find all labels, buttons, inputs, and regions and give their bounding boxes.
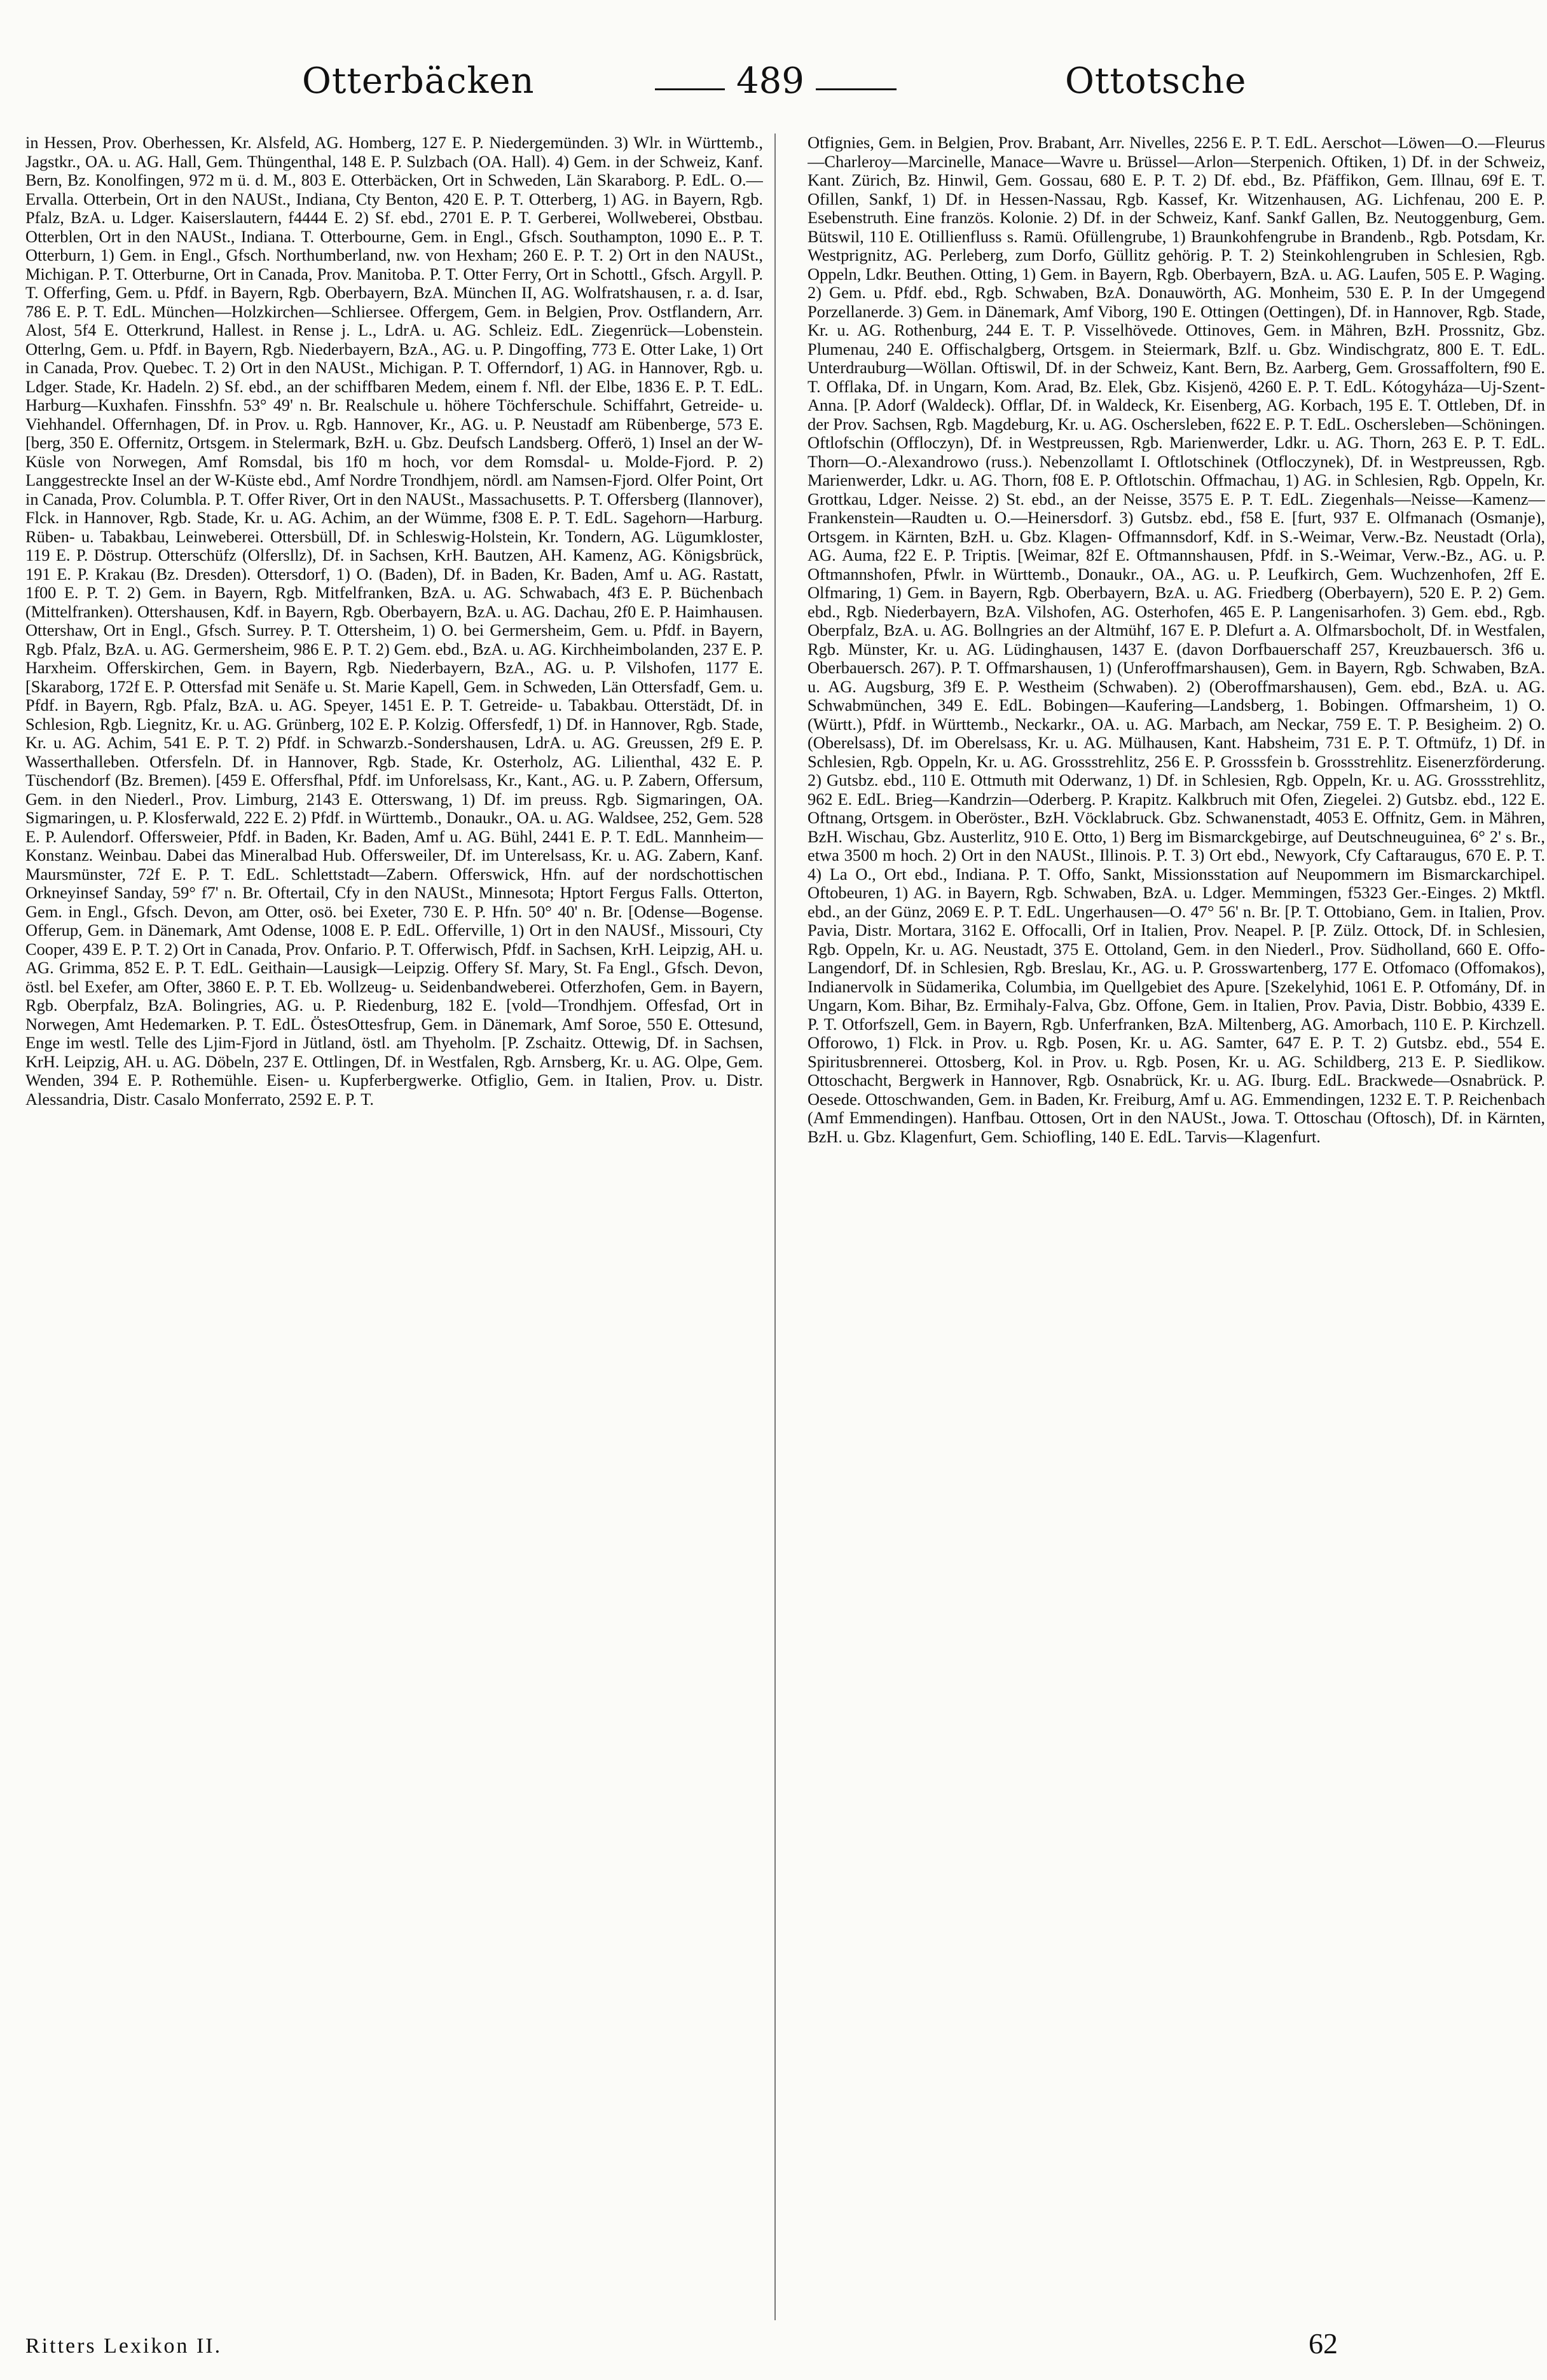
footer-source: Ritters Lexikon II. [25,2334,223,2358]
header-right-entry: Ottotsche [1065,60,1247,102]
page-header [0,60,1547,118]
left-column [25,133,763,2320]
left-column-text: in Hessen, Prov. Oberhessen, Kr. Alsfeld, AG. Homberg, 127 E. P. Niedergemünden. 3) Wlr. in Württemb., Jagstkr., OA. u. AG. Hall, Gem. Thüngenthal, 148 E. P. Sulzbach (OA. Hall). 4) Gem. in der Schweiz, Kanf. Bern, Bz. Konolfingen, 972 m ü. d. M., 803 E. Otterbäcken, Ort in Schweden, Län Skaraborg. P. EdL. O.—Ervalla. Otterbein, Ort in den NAUSt., Indiana, Cty Benton, 420 E. P. T. Otterberg, 1) AG. in Bayern, Rgb. Pfalz, BzA. u. Ldger. Kaiserslautern, f4444 E. 2) Sf. ebd., 2701 E. P. T. Gerberei, Wollweberei, Obstbau. Otterblen, Ort in den NAUSt., Indiana. T. Otterbourne, Gem. in Engl., Gfsch. Southampton, 1090 E.. P. T. Otterburn, 1) Gem. in Engl., Gfsch. Northumberland, nw. von Hexham; 260 E. P. T. 2) Ort in den NAUSt., Michigan. P. T. Otterburne, Ort in Canada, Prov. Manitoba. P. T. Otter Ferry, Ort in Schottl., Gfsch. Argyll. P. T. Offerfing, Gem. u. Pfdf. in Bayern, Rgb. Oberbayern, BzA. München II, AG. Wolfratshausen, r. a. d. Isar, 786 E. P. T. EdL. München—Holzkirchen—Schliersee. Offergem, Gem. in Belgien, Prov. Ostflandern, Arr. Alost, 5f4 E. Otterkrund, Hallest. in Rense j. L., LdrA. u. AG. Schleiz. EdL. Ziegenrück—Lobenstein. Otterlng, Gem. u. Pfdf. in Bayern, Rgb. Niederbayern, BzA., AG. u. P. Dingoffing, 773 E. Otter Lake, 1) Ort in Canada, Prov. Quebec. T. 2) Ort in den NAUSt., Michigan. P. T. Offerndorf, 1) AG. in Hannover, Rgb. u. Ldger. Stade, Kr. Hadeln. 2) Sf. ebd., an der schiffbaren Medem, einem f. Nfl. der Elbe, 1836 E. P. T. EdL. Harburg—Kuxhafen. Finsshfn. 53° 49' n. Br. Realschule u. höhere Töchferschule. Schiffahrt, Getreide- u. Viehhandel. Offernhagen, Df. in Prov. u. Rgb. Hannover, Kr., AG. u. P. Neustadf am Rübenberge, 573 E. [berg, 350 E. Offernitz, Ortsgem. in Stelermark, BzH. u. Gbz. Deufsch Landsberg. Offerö, 1) Insel an der W-Küsle von Norwegen, Amf Romsdal, bis 1f0 m hoch, vor dem Romsdal- u. Molde-Fjord. P. 2) Langgestreckte Insel an der W-Küste ebd., Amf Nordre Trondhjem, nördl. am Namsen-Fjord. Olfer Point, Ort in Canada, Prov. Columbla. P. T. Offer River, Ort in den NAUSt., Massachusetts. P. T. Offersberg (Ilannover), Flck. in Hannover, Rgb. Stade, Kr. u. AG. Achim, an der Wümme, f308 E. P. T. EdL. Sagehorn—Harburg. Rüben- u. Tabakbau, Leinweberei. Ottersbüll, Df. in Schleswig-Holstein, Kr. Tondern, AG. Lügumkloster, 119 E. P. Döstrup. Otterschüfz (Olfersllz), Df. in Sachsen, KrH. Bautzen, AH. Kamenz, AG. Königsbrück, 191 E. P. Krakau (Bz. Dresden). Ottersdorf, 1) O. (Baden), Df. in Baden, Kr. Baden, Amf u. AG. Rastatt, 1f00 E. P. T. 2) Gem. in Bayern, Rgb. Mitfelfranken, BzA. u. AG. Schwabach, 4f3 E. P. Büchenbach (Mittelfranken). Ottershausen, Kdf. in Bayern, Rgb. Oberbayern, BzA. u. AG. Dachau, 2f0 E. P. Haimhausen. Ottershaw, Ort in Engl., Gfsch. Surrey. P. T. Ottersheim, 1) O. bei Germersheim, Gem. u. Pfdf. in Bayern, Rgb. Pfalz, BzA. u. AG. Germersheim, 986 E. P. T. 2) Gem. ebd., BzA. u. AG. Kirchheimbolanden, 237 E. P. Harxheim. Offerskirchen, Gem. in Bayern, Rgb. Niederbayern, BzA., AG. u. P. Vilshofen, 1177 E. [Skaraborg, 172f E. P. Ottersfad mit Senäfe u. St. Marie Kapell, Gem. in Schweden, Län Ottersfadf, Gem. u. Pfdf. in Bayern, Rgb. Pfalz, BzA. u. AG. Speyer, 1451 E. P. T. Getreide- u. Tabakbau. Otterstädt, Df. in Schlesion, Rgb. Liegnitz, Kr. u. AG. Grünberg, 102 E. P. Kolzig. Offersfedf, 1) Df. in Hannover, Rgb. Stade, Kr. u. AG. Achim, 541 E. P. T. 2) Pfdf. in Schwarzb.-Sondershausen, LdrA. u. AG. Greussen, 2f9 E. P. Wasserthalleben. Otfersfeln. Df. in Hannover, Rgb. Stade, Kr. Osterholz, AG. Lilienthal, 432 E. P. Tüschendorf (Bz. Bremen). [459 E. Offersfhal, Pfdf. im Unforelsass, Kr., Kant., AG. u. P. Zabern, Offersum, Gem. in den Niederl., Prov. Limburg, 2143 E. Otterswang, 1) Df. im preuss. Rgb. Sigmaringen, OA. Sigmaringen, u. P. Klosferwald, 222 E. 2) Pfdf. in Württemb., Donaukr., OA. u. AG. Waldsee, 252, Gem. 528 E. P. Aulendorf. Offersweier, Pfdf. in Baden, Kr. Baden, Amf u. AG. Bühl, 2441 E. P. T. EdL. Mannheim—Konstanz. Weinbau. Dabei das Mineralbad Hub. Offersweiler, Df. im Unterelsass, Kr. u. AG. Zabern, Kanf. Maursmünster, 72f E. P. T. EdL. Schlettstadt—Zabern. Offerswick, Hfn. auf der nordschottischen Orkneyinsef Sanday, 59° f7' n. Br. Oftertail, Cfy in den NAUSt., Minnesota; Hptort Fergus Falls. Otterton, Gem. in Engl., Gfsch. Devon, am Otter, osö. bei Exeter, 730 E. P. Hfn. 50° 40' n. Br. [Odense—Bogense. Offerup, Gem. in Dänemark, Amt Odense, 1008 E. P. EdL. Offerville, 1) Ort in den NAUSf., Missouri, Cty Cooper, 439 E. P. T. 2) Ort in Canada, Prov. Onfario. P. T. Offerwisch, Pfdf. in Sachsen, KrH. Leipzig, AH. u. AG. Grimma, 852 E. P. T. EdL. Geithain—Lausigk—Leipzig. Offery Sf. Mary, St. Fa Engl., Gfsch. Devon, östl. bel Exefer, am Ofter, 3860 E. P. T. Eb. Wollzeug- u. Seidenbandweberei. Otferzhofen, Gem. in Bayern, Rgb. Oberpfalz, BzA. Bolingries, AG. u. P. Riedenburg, 182 E. [vold—Trondhjem. Offesfad, Ort in Norwegen, Amt Hedemarken. P. T. EdL. ÖstesOttesfrup, Gem. in Dänemark, Amf Soroe, 550 E. Ottesund, Enge im westl. Telle des Ljim-Fjord in Jütland, östl. am Thyeholm. [P. Zschaitz. Ottewig, Df. in Sachsen, KrH. Leipzig, AH. u. AG. Döbeln, 237 E. Ottlingen, Df. in Westfalen, Rgb. Arnsberg, Kr. u. AG. Olpe, Gem. Wenden, 394 E. P. Rothemühle. Eisen- u. Kupferbergwerke. Otfiglio, Gem. in Italien, Prov. u. Distr. Alessandria, Distr. Casalo Monferrato, 2592 E. P. T. [25,133,763,1109]
header-left-entry: Otterbäcken [302,60,535,102]
right-column [808,133,1545,2320]
footer-signature: 62 [1309,2327,1338,2360]
column-divider [774,133,776,2320]
right-column-text: Otfignies, Gem. in Belgien, Prov. Brabant, Arr. Nivelles, 2256 E. P. T. EdL. Aerschot—Löwen—O.—Fleurus—Charleroy—Marcinelle, Manace—Wavre u. Brüssel—Arlon—Sterpenich. Oftiken, 1) Df. in der Schweiz, Kant. Zürich, Bz. Hinwil, Gem. Gossau, 680 E. P. T. 2) Df. ebd., Bz. Pfäffikon, Gem. Illnau, 69f E. T. Ofillen, Sankf, 1) Df. in Hessen-Nassau, Rgb. Kassef, Kr. Witzenhausen, AG. Lichfenau, 200 E. P. Esebenstruth. Eine französ. Kolonie. 2) Df. in der Schweiz, Kanf. Sankf Gallen, Bz. Neutoggenburg, Gem. Bütswil, 110 E. Otillienfluss s. Ramü. Ofüllengrube, 1) Braunkohfengrube in Brandenb., Rgb. Potsdam, Kr. Westprignitz, AG. Perleberg, zum Dorfo, Güllitz gehörig. P. T. 2) Steinkohlengruben in Schlesien, Rgb. Oppeln, Ldkr. Beuthen. Otting, 1) Gem. in Bayern, Rgb. Oberbayern, BzA. u. AG. Laufen, 505 E. P. Waging. 2) Gem. u. Pfdf. ebd., Rgb. Schwaben, BzA. Donauwörth, AG. Monheim, 530 E. P. In der Umgegend Porzellanerde. 3) Gem. in Dänemark, Amf Viborg, 190 E. Ottingen (Oettingen), Df. in Hannover, Rgb. Stade, Kr. u. AG. Rothenburg, 244 E. T. P. Visselhövede. Ottinoves, Gem. in Mähren, BzH. Prossnitz, Gbz. Plumenau, 240 E. Offischalgberg, Ortsgem. in Steiermark, Bzlf. u. Gbz. Windischgratz, 800 E. T. EdL. Unterdrauburg—Wöllan. Oftiswil, Df. in der Schweiz, Kant. Bern, Bz. Aarberg, Gem. Grossaffoltern, f90 E. T. Offlaka, Df. in Ungarn, Kom. Arad, Bz. Elek, Gbz. Kisjenö, 4260 E. P. T. EdL. Kótogyháza—Uj-Szent-Anna. [P. Adorf (Waldeck). Offlar, Df. in Waldeck, Kr. Eisenberg, AG. Korbach, 195 E. T. Ottleben, Df. in der Prov. Sachsen, Rgb. Magdeburg, Kr. u. AG. Oschersleben, f622 E. P. T. EdL. Oschersleben—Schöningen. Oftlofschin (Offloczyn), Df. in Westpreussen, Rgb. Marienwerder, Ldkr. u. AG. Thorn, 263 E. P. T. EdL. Thorn—O.-Alexandrowo (russ.). Nebenzollamt I. Oftlotschinek (Otfloczynek), Df. in Westpreussen, Rgb. Marienwerder, Ldkr. u. AG. Thorn, f08 E. P. Oftlotschin. Offmachau, 1) AG. in Schlesien, Rgb. Oppeln, Kr. Grottkau, Ldger. Neisse. 2) St. ebd., an der Neisse, 3575 E. P. T. EdL. Ziegenhals—Neisse—Kamenz—Frankenstein—Raudten u. O.—Heinersdorf. 3) Gutsbz. ebd., f58 E. [furt, 937 E. Olfmanach (Osmanje), Ortsgem. in Kärnten, BzH. u. Gbz. Klagen- Offmannsdorf, Kdf. in S.-Weimar, Verw.-Bz. Neustadt (Orla), AG. Auma, f22 E. P. Triptis. [Weimar, 82f E. Oftmannshausen, Pfdf. in S.-Weimar, Verw.-Bz., AG. u. P. Oftmannshofen, Pfwlr. in Württemb., Donaukr., OA., AG. u. P. Leufkirch, Gem. Wuchzenhofen, 2ff E. Olfmaring, 1) Gem. in Bayern, Rgb. Oberbayern, BzA. u. AG. Friedberg (Oberbayern), 520 E. P. 2) Gem. ebd., Rgb. Niederbayern, BzA. Vilshofen, AG. Osterhofen, 465 E. P. Langenisarhofen. 3) Gem. ebd., Rgb. Oberpfalz, BzA. u. AG. Bollngries an der Altmühf, 167 E. P. Dlefurt a. A. Olfmarsbocholt, Df. in Westfalen, Rgb. Münster, Kr. u. AG. Lüdinghausen, 1437 E. (davon Dorfbauerschaff 257, Kreuzbauersch. 3f6 u. Oberbauersch. 267). P. T. Offmarshausen, 1) (Unferoffmarshausen), Gem. in Bayern, Rgb. Schwaben, BzA. u. AG. Augsburg, 3f9 E. P. Westheim (Schwaben). 2) (Oberoffmarshausen), Gem. ebd., BzA. u. AG. Schwabmünchen, 349 E. EdL. Bobingen—Kaufering—Landsberg, 1. Bobingen. Offmarsheim, 1) O. (Württ.), Pfdf. in Württemb., Neckarkr., OA. u. AG. Marbach, am Neckar, 759 E. T. P. Besigheim. 2) O. (Oberelsass), Df. im Oberelsass, Kr. u. AG. Mülhausen, Kant. Habsheim, 731 E. P. T. Oftmüfz, 1) Df. in Schlesien, Rgb. Oppeln, Kr. u. AG. Grossstrehlitz, 256 E. P. Grosssfein b. Grossstrehlitz. Eisenerzförderung. 2) Gutsbz. ebd., 110 E. Ottmuth mit Oderwanz, 1) Df. in Schlesien, Rgb. Oppeln, Kr. u. AG. Grossstrehlitz, 962 E. EdL. Brieg—Kandrzin—Oderberg. P. Krapitz. Kalkbruch mit Ofen, Ziegelei. 2) Gutsbz. ebd., 122 E. Oftnang, Ortsgem. in Oberöster., BzH. Vöcklabruck. Gbz. Schwanenstadt, 4053 E. Offnitz, Gem. in Mähren, BzH. Wischau, Gbz. Austerlitz, 910 E. Otto, 1) Berg im Bismarckgebirge, auf Deutschneuguinea, 6° 2' s. Br., etwa 3500 m hoch. 2) Ort in den NAUSt., Illinois. P. T. 3) Ort ebd., Newyork, Cfy Caftaraugus, 670 E. P. T. 4) La O., Ort ebd., Indiana. P. T. Offo, Sankt, Missionsstation auf Neupommern im Bismarckarchipel. Oftobeuren, 1) AG. in Bayern, Rgb. Schwaben, BzA. u. Ldger. Memmingen, f5323 Ger.-Einges. 2) Mktfl. ebd., an der Günz, 2069 E. P. T. EdL. Ungerhausen—O. 47° 56' n. Br. [P. T. Ottobiano, Gem. in Italien, Prov. Pavia, Distr. Mortara, 3162 E. Offocalli, Orf in Italien, Prov. Neapel. P. [P. Zülz. Ottock, Df. in Schlesien, Rgb. Oppeln, Kr. u. AG. Neustadt, 375 E. Ottoland, Gem. in den Niederl., Prov. Südholland, 660 E. Offo-Langendorf, Df. in Schlesien, Rgb. Breslau, Kr., AG. u. P. Grosswartenberg, 177 E. Otfomaco (Offomakos), Indianervolk in Südamerika, Columbia, im Quellgebiet des Apure. [Szekelyhid, 1061 E. P. Otfomány, Df. in Ungarn, Kom. Bihar, Bz. Ermihaly-Falva, Gbz. Offone, Gem. in Italien, Prov. Pavia, Distr. Bobbio, 4339 E. P. T. Otforfszell, Gem. in Bayern, Rgb. Unferfranken, BzA. Miltenberg, AG. Amorbach, 110 E. P. Kirchzell. Offorowo, 1) Flck. in Prov. u. Rgb. Posen, Kr. u. AG. Samter, 647 E. P. T. 2) Gutsbz. ebd., 554 E. Spiritusbrennerei. Ottosberg, Kol. in Prov. u. Rgb. Posen, Kr. u. AG. Schildberg, 213 E. P. Siedlikow. Ottoschacht, Bergwerk in Hannover, Rgb. Osnabrück, Kr. u. AG. Iburg. EdL. Brackwede—Osnabrück. P. Oesede. Ottoschwanden, Gem. in Baden, Kr. Freiburg, Amf u. AG. Emmendingen, 1232 E. T. P. Reichenbach (Amf Emmendingen). Hanfbau. Ottosen, Ort in den NAUSt., Jowa. T. Ottoschau (Oftosch), Df. in Kärnten, BzH. u. Gbz. Klagenfurt, Gem. Schiofling, 140 E. EdL. Tarvis—Klagenfurt. [808,133,1545,1146]
page-number: 489 [725,60,816,102]
